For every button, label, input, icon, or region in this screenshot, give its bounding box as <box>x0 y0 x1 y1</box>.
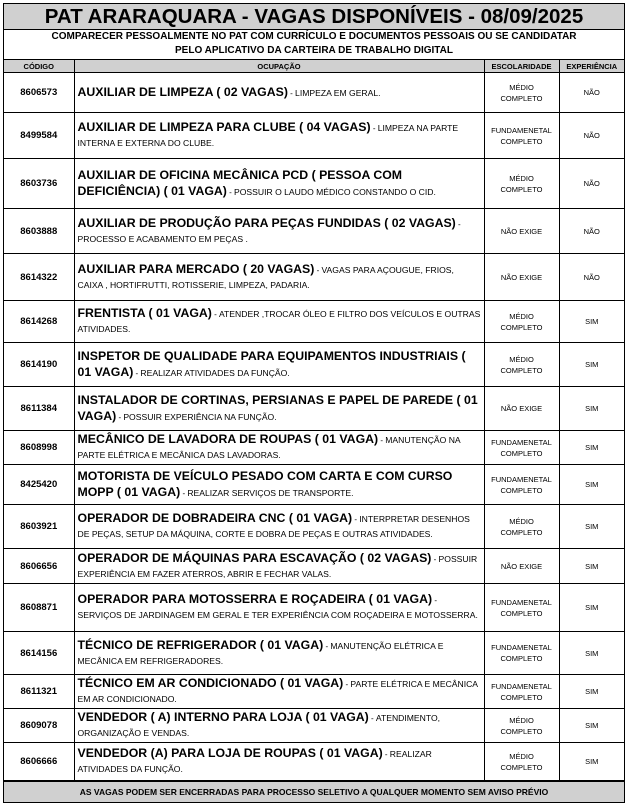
job-education <box>484 743 559 781</box>
education-value: MÉDIO COMPLETO <box>500 715 543 736</box>
job-description <box>74 301 484 343</box>
job-detail: REALIZAR ATIVIDADES DA FUNÇÃO. <box>77 749 432 774</box>
job-education <box>484 632 559 675</box>
job-code: 8614268 <box>4 301 74 343</box>
table-row <box>4 73 624 113</box>
job-experience: SIM <box>559 387 624 431</box>
job-education <box>484 254 559 301</box>
footer-notice: AS VAGAS PODEM SER ENCERRADAS PARA PROCESSO SELETIVO A QUALQUER MOMENTO SEM AVISO PRÉVIO <box>4 781 624 802</box>
job-detail: REALIZAR SERVIÇOS DE TRANSPORTE. <box>187 487 354 498</box>
education-value: FUNDAMENETAL COMPLETO <box>491 681 552 702</box>
job-detail: POSSUIR EXPERIÊNCIA NA FUNÇÃO. <box>123 411 277 422</box>
separator-dash: - <box>368 714 376 723</box>
job-experience: SIM <box>559 465 624 505</box>
job-description <box>74 584 484 632</box>
table-row <box>4 431 624 465</box>
job-detail: PROCESSO E ACABAMENTO EM PEÇAS . <box>77 233 248 244</box>
job-code: 8603921 <box>4 505 74 549</box>
job-listing-sheet <box>3 3 625 803</box>
separator-dash: - <box>370 124 378 133</box>
table-header-row <box>4 60 624 73</box>
education-value: MÉDIO COMPLETO <box>500 311 543 332</box>
job-experience: NÃO <box>559 254 624 301</box>
job-code: 8608871 <box>4 584 74 632</box>
job-education <box>484 709 559 743</box>
education-value: NÃO EXIGE <box>500 272 543 282</box>
job-code: 8606656 <box>4 549 74 584</box>
job-detail: PARTE ELÉTRICA E MECÂNICA EM AR CONDICIONADO. <box>77 679 478 704</box>
education-value: NÃO EXIGE <box>500 561 543 571</box>
job-education <box>484 343 559 387</box>
page-title: PAT ARARAQUARA - VAGAS DISPONÍVEIS - 08/09/2025 <box>4 4 624 30</box>
job-code: 8614322 <box>4 254 74 301</box>
job-code: 8606666 <box>4 743 74 781</box>
job-code: 8606573 <box>4 73 74 113</box>
job-description <box>74 254 484 301</box>
education-value: MÉDIO COMPLETO <box>500 516 543 537</box>
job-description <box>74 73 484 113</box>
education-value: FUNDAMENETAL COMPLETO <box>491 474 552 495</box>
table-row <box>4 209 624 254</box>
separator-dash: - <box>133 368 141 378</box>
job-experience: NÃO <box>559 209 624 254</box>
job-education <box>484 159 559 209</box>
education-value: NÃO EXIGE <box>500 226 543 236</box>
table-row <box>4 159 624 209</box>
job-title: OPERADOR DE DOBRADEIRA CNC ( 01 VAGA) <box>77 511 353 525</box>
job-description <box>74 505 484 549</box>
job-description <box>74 113 484 159</box>
job-title: AUXILIAR DE LIMPEZA PARA CLUBE ( 04 VAGAS) <box>77 120 371 134</box>
table-row <box>4 584 624 632</box>
job-description <box>74 159 484 209</box>
job-description <box>74 209 484 254</box>
separator-dash: - <box>431 554 439 564</box>
separator-dash: - <box>432 596 437 605</box>
table-row <box>4 709 624 743</box>
education-value: MÉDIO COMPLETO <box>500 751 543 772</box>
job-experience: SIM <box>559 343 624 387</box>
job-description <box>74 675 484 709</box>
job-experience: NÃO <box>559 113 624 159</box>
job-code: 8603888 <box>4 209 74 254</box>
job-title: OPERADOR DE MÁQUINAS PARA ESCAVAÇÃO ( 02 VAGAS) <box>77 550 432 565</box>
job-title: OPERADOR PARA MOTOSSERRA E ROÇADEIRA ( 01 VAGA) <box>77 592 433 606</box>
table-row <box>4 254 624 301</box>
job-education <box>484 209 559 254</box>
education-value: FUNDAMENETAL COMPLETO <box>491 597 552 618</box>
job-detail: POSSUIR O LAUDO MÉDICO CONSTANDO O CID. <box>234 186 436 197</box>
job-detail: MANUTENÇÃO ELÉTRICA E MECÂNICA EM REFRIGERADORES. <box>77 640 444 666</box>
column-header-education: ESCOLARIDADE <box>484 60 559 73</box>
table-row <box>4 505 624 549</box>
separator-dash: - <box>382 750 390 759</box>
separator-dash: - <box>180 488 188 498</box>
job-experience: SIM <box>559 549 624 584</box>
job-experience: SIM <box>559 743 624 781</box>
job-experience: NÃO <box>559 159 624 209</box>
education-value: MÉDIO COMPLETO <box>500 173 543 194</box>
job-description <box>74 431 484 465</box>
job-title: MECÂNICO DE LAVADORA DE ROUPAS ( 01 VAGA) <box>77 432 379 446</box>
job-education <box>484 73 559 113</box>
job-code: 8614190 <box>4 343 74 387</box>
job-detail: LIMPEZA EM GERAL. <box>295 87 381 98</box>
job-title: INSTALADOR DE CORTINAS, PERSIANAS E PAPEL DE PAREDE ( 01 VAGA) <box>77 392 478 423</box>
job-description <box>74 709 484 743</box>
column-header-code: CÓDIGO <box>4 60 74 73</box>
job-detail: SERVIÇOS DE JARDINAGEM EM GERAL E TER EXPERIÊNCIA COM ROÇADEIRA E MOTOSSERRA. <box>77 610 478 620</box>
education-value: MÉDIO COMPLETO <box>500 82 543 103</box>
job-description <box>74 465 484 505</box>
job-title: TÉCNICO EM AR CONDICIONADO ( 01 VAGA) <box>77 676 344 690</box>
separator-dash: - <box>323 641 331 651</box>
job-experience: SIM <box>559 675 624 709</box>
job-education <box>484 431 559 465</box>
separator-dash: - <box>116 412 124 422</box>
job-detail: ATENDIMENTO, ORGANIZAÇÃO E VENDAS. <box>77 713 441 738</box>
job-code: 8425420 <box>4 465 74 505</box>
education-value: FUNDAMENETAL COMPLETO <box>491 643 552 663</box>
job-education <box>484 301 559 343</box>
education-value: NÃO EXIGE <box>500 404 543 413</box>
job-experience: SIM <box>559 431 624 465</box>
separator-dash: - <box>352 515 360 524</box>
job-experience: NÃO <box>559 73 624 113</box>
table-row <box>4 343 624 387</box>
job-education <box>484 113 559 159</box>
job-title: AUXILIAR DE OFICINA MECÂNICA PCD ( PESSOA COM DEFICIÊNCIA) ( 01 VAGA) <box>77 167 403 198</box>
separator-dash: - <box>455 219 461 229</box>
separator-dash: - <box>226 187 235 197</box>
instructions-line-1: COMPARECER PESSOALMENTE NO PAT COM CURRÍCULO E DOCUMENTOS PESSOAIS OU SE CANDIDATAR <box>51 31 577 42</box>
job-description <box>74 743 484 781</box>
table-row <box>4 301 624 343</box>
job-title: FRENTISTA ( 01 VAGA) <box>77 306 212 320</box>
job-code: 8611384 <box>4 387 74 431</box>
job-code: 8499584 <box>4 113 74 159</box>
separator-dash: - <box>287 88 296 98</box>
job-title: VENDEDOR ( A) INTERNO PARA LOJA ( 01 VAGA) <box>77 710 369 724</box>
job-experience: SIM <box>559 584 624 632</box>
table-row <box>4 465 624 505</box>
job-title: AUXILIAR DE PRODUÇÃO PARA PEÇAS FUNDIDAS ( 02 VAGAS) <box>77 215 456 230</box>
table-row <box>4 675 624 709</box>
separator-dash: - <box>378 436 386 445</box>
job-education <box>484 549 559 584</box>
job-detail: ATENDER ,TROCAR ÓLEO E FILTRO DOS VEÍCULOS E OUTRAS ATIVIDADES. <box>77 309 481 334</box>
job-detail: REALIZAR ATIVIDADES DA FUNÇÃO. <box>140 367 290 378</box>
job-code: 8609078 <box>4 709 74 743</box>
job-title: AUXILIAR DE LIMPEZA ( 02 VAGAS) <box>77 84 288 99</box>
job-experience: SIM <box>559 709 624 743</box>
job-title: INSPETOR DE QUALIDADE PARA EQUIPAMENTOS INDUSTRIAIS ( 01 VAGA) <box>77 348 466 379</box>
job-experience: SIM <box>559 301 624 343</box>
job-education <box>484 675 559 709</box>
job-detail: MANUTENÇÃO NA PARTE ELÉTRICA E MECÂNICA DAS LAVADORAS. <box>77 435 461 460</box>
job-title: TÉCNICO DE REFRIGERADOR ( 01 VAGA) <box>77 637 324 652</box>
education-value: MÉDIO COMPLETO <box>500 354 543 375</box>
job-detail: POSSUIR EXPERIÊNCIA EM FAZER ATERROS, ABRIR E FECHAR VALAS. <box>77 553 478 579</box>
table-row <box>4 387 624 431</box>
job-title: VENDEDOR (A) PARA LOJA DE ROUPAS ( 01 VAGA) <box>77 746 383 760</box>
table-row <box>4 113 624 159</box>
job-detail: LIMPEZA NA PARTE INTERNA E EXTERNA DO CLUBE. <box>77 123 459 148</box>
job-education <box>484 505 559 549</box>
job-code: 8608998 <box>4 431 74 465</box>
job-experience: SIM <box>559 505 624 549</box>
instructions-line-2: PELO APLICATIVO DA CARTEIRA DE TRABALHO DIGITAL <box>175 45 453 56</box>
job-code: 8603736 <box>4 159 74 209</box>
job-detail: VAGAS PARA AÇOUGUE, FRIOS, CAIXA , HORTIFRUTTI, ROTISSERIE, LIMPEZA, PADARIA. <box>77 264 454 290</box>
job-education <box>484 584 559 632</box>
job-title: MOTORISTA DE VEÍCULO PESADO COM CARTA E COM CURSO MOPP ( 01 VAGA) <box>77 468 453 499</box>
separator-dash: - <box>343 680 351 689</box>
education-value: FUNDAMENETAL COMPLETO <box>491 437 552 458</box>
column-header-occupation: OCUPAÇÃO <box>74 60 484 73</box>
job-code: 8611321 <box>4 675 74 709</box>
job-description <box>74 343 484 387</box>
job-description <box>74 632 484 675</box>
jobs-table <box>4 60 624 781</box>
job-detail: INTERPRETAR DESENHOS DE PEÇAS, SETUP DA MÁQUINA, CORTE E DOBRA DE PEÇAS E OUTRAS ATIVIDADES. <box>77 514 470 539</box>
table-row <box>4 549 624 584</box>
instructions <box>4 30 624 60</box>
table-row <box>4 632 624 675</box>
separator-dash: - <box>314 265 322 275</box>
column-header-experience: EXPERIÊNCIA <box>559 60 624 73</box>
separator-dash: - <box>211 310 219 319</box>
job-description <box>74 387 484 431</box>
education-value: FUNDAMENETAL COMPLETO <box>491 125 552 146</box>
job-education <box>484 465 559 505</box>
table-row <box>4 743 624 781</box>
job-education <box>484 387 559 431</box>
job-title: AUXILIAR PARA MERCADO ( 20 VAGAS) <box>77 261 315 276</box>
job-code: 8614156 <box>4 632 74 675</box>
job-experience: SIM <box>559 632 624 675</box>
job-description <box>74 549 484 584</box>
